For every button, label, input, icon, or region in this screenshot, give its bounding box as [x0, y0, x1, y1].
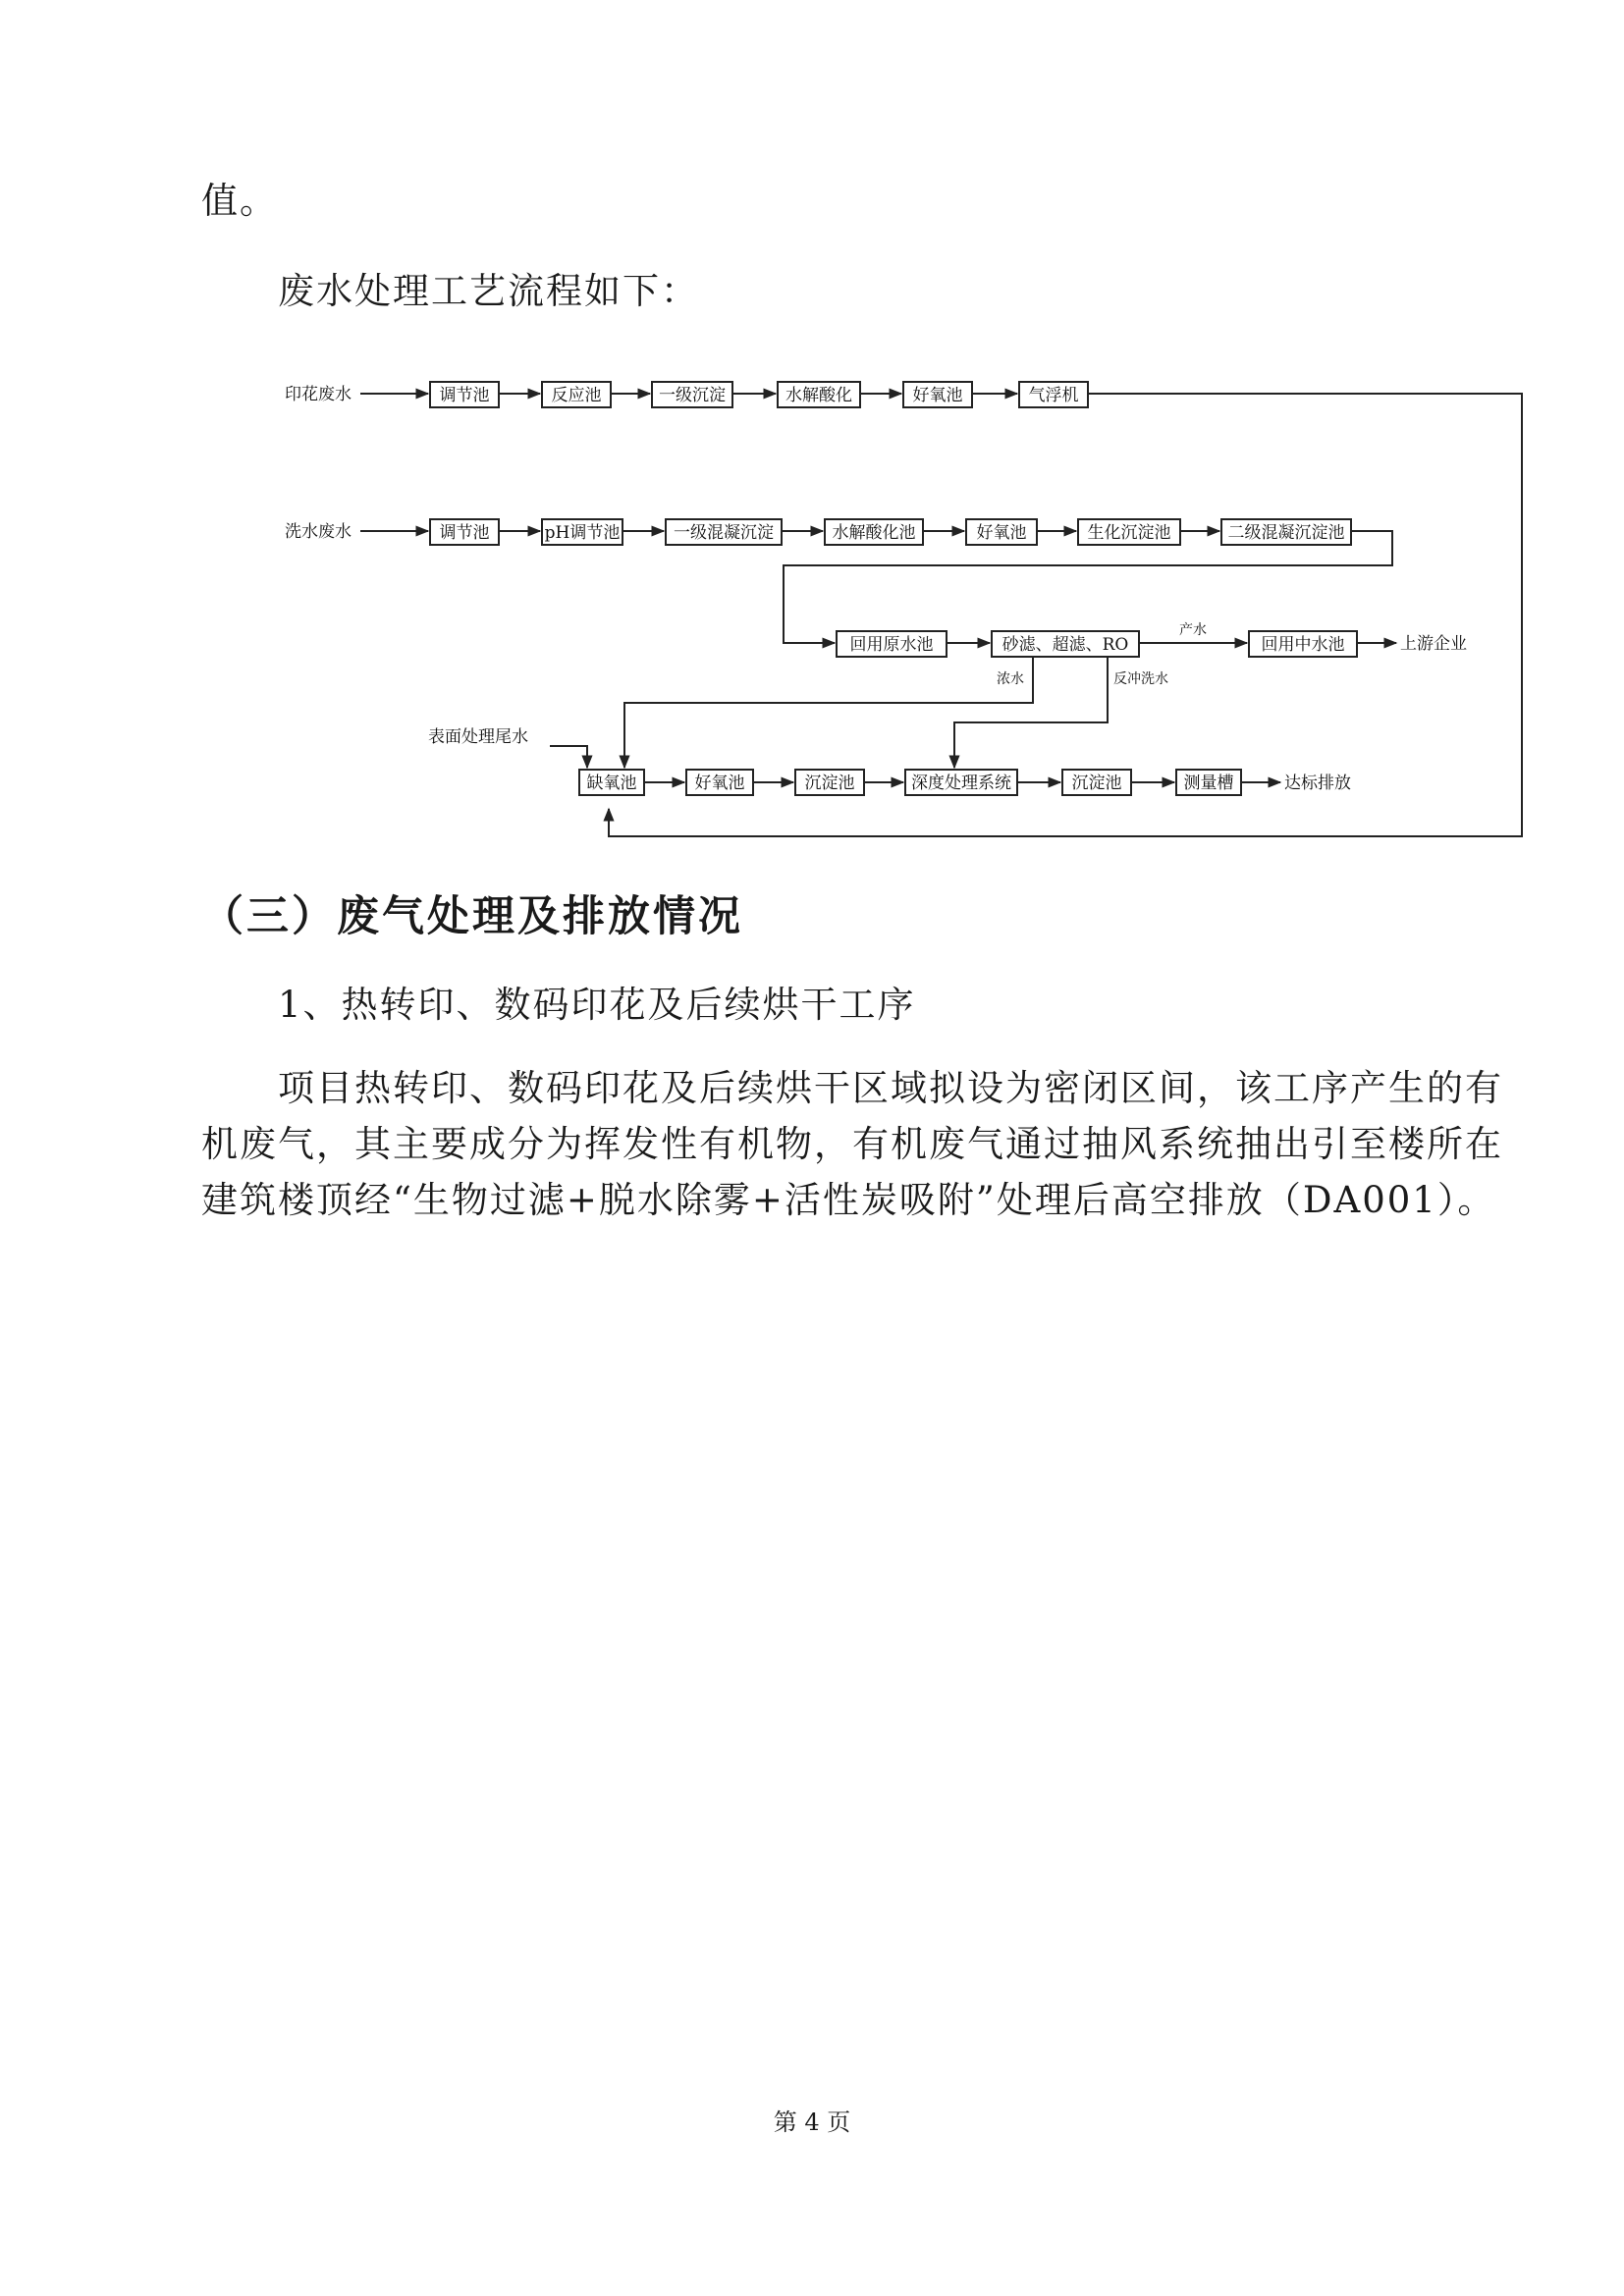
row2-step-3: 一级混凝沉淀 [674, 523, 774, 543]
row1-step-1: 调节池 [439, 386, 490, 405]
row1-step-5: 好氧池 [912, 386, 963, 405]
row4-step-2: 好氧池 [694, 774, 745, 793]
row4-source-label: 表面处理尾水 [428, 727, 528, 747]
row4-step-6: 测量槽 [1183, 774, 1234, 793]
row2-step-6: 生化沉淀池 [1087, 523, 1171, 543]
row4-step-1: 缺氧池 [586, 774, 637, 793]
row2-step-7: 二级混凝沉淀池 [1227, 523, 1345, 543]
row1-step-2: 反应池 [551, 386, 602, 405]
carry-over-text: 值。 [201, 180, 278, 222]
subheading: 1、热转印、数码印花及后续烘干工序 [278, 984, 916, 1026]
page-number: 第 4 页 [773, 2109, 851, 2136]
row2-step-5: 好氧池 [976, 523, 1027, 543]
row2-source-label: 洗水废水 [285, 522, 352, 542]
row4-destination: 达标排放 [1284, 774, 1351, 793]
row1-source-label: 印花废水 [285, 385, 352, 404]
row4-step-4: 深度处理系统 [911, 774, 1011, 793]
row4-step-5: 沉淀池 [1071, 774, 1122, 793]
row3-step-1: 回用原水池 [849, 635, 934, 655]
section-heading: （三）废气处理及排放情况 [201, 892, 743, 941]
row3-product-label: 产水 [1179, 622, 1207, 638]
row3-destination: 上游企业 [1400, 634, 1467, 654]
body-paragraph: 项目热转印、数码印花及后续烘干区域拟设为密闭区间，该工序产生的有机废气，其主要成分为挥发性有机物，有机废气通过抽风系统抽出引至楼所在建筑楼顶经“生物过滤+脱水除雾+活性炭吸附”处理后高空排放（DA001）。 [201, 1067, 1503, 1221]
row4-step-3: 沉淀池 [804, 774, 855, 793]
wastewater-flowchart [0, 0, 1624, 883]
backwash-label: 反冲洗水 [1113, 671, 1168, 687]
concentrate-label: 浓水 [997, 671, 1024, 687]
row1-step-3: 一级沉淀 [659, 386, 726, 405]
row2-step-2: pH调节池 [544, 523, 621, 543]
row2-step-4: 水解酸化池 [832, 523, 916, 543]
flow-intro: 废水处理工艺流程如下： [278, 270, 699, 312]
row3-step-3: 回用中水池 [1261, 635, 1345, 655]
row1-step-6: 气浮机 [1028, 386, 1079, 405]
row1-step-4: 水解酸化 [785, 386, 852, 405]
row3-step-2: 砂滤、超滤、RO [1001, 635, 1129, 655]
row2-step-1: 调节池 [439, 523, 490, 543]
